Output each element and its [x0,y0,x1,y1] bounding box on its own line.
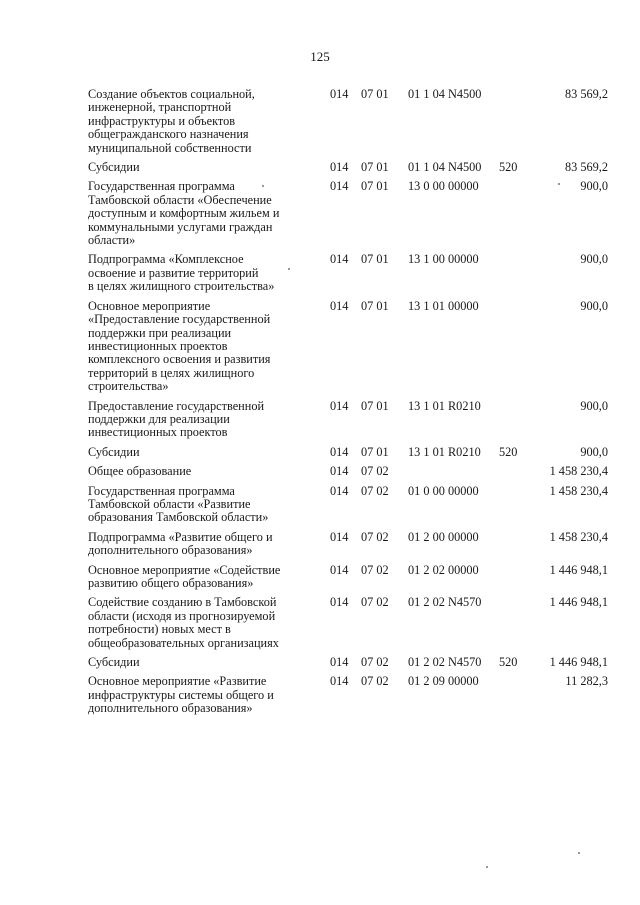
scan-speck [578,852,580,854]
table-row [88,446,608,459]
scan-speck [262,185,264,187]
row-ved: 014 [330,483,349,498]
row-amount: 1 446 948,1 [549,595,608,610]
row-csr: 13 0 00 00000 [408,179,479,194]
row-amount: 11 282,3 [565,674,608,689]
row-rz: 07 01 [361,398,389,413]
table-row [88,400,608,440]
row-ved: 014 [330,595,349,610]
row-amount: 1 458 230,4 [549,529,608,544]
table-row [88,596,608,650]
row-amount: 1 458 230,4 [549,483,608,498]
table-row [88,564,608,591]
row-amount: 900,0 [580,444,608,459]
row-csr: 01 2 02 00000 [408,562,479,577]
row-vr: 520 [499,444,518,459]
row-name: Основное мероприятие «Содействие развитию общего образования» [88,562,281,590]
row-rz: 07 02 [361,562,389,577]
row-name: Подпрограмма «Комплексное освоение и развитие территорий в целях жилищного строительства» [88,252,275,294]
row-csr: 01 0 00 00000 [408,483,479,498]
row-csr: 01 1 04 N4500 [408,87,482,101]
row-name: Субсидии [88,655,140,670]
table-row [88,656,608,669]
row-amount: 900,0 [580,398,608,413]
row-rz: 07 02 [361,529,389,544]
row-amount: 83 569,2 [564,87,608,101]
row-amount: 83 569,2 [564,160,608,175]
row-name: Создание объектов социальной, инженерной, транспортной инфраструктуры и объектов общегражданского назначения муниципальной собственности [88,87,255,155]
row-ved: 014 [330,160,349,175]
row-amount: 900,0 [580,252,608,267]
row-csr: 13 1 01 R0210 [408,398,481,413]
row-name: Государственная программа Тамбовской области «Обеспечение доступным и комфортным жильем и коммунальными услугами граждан области» [88,179,280,248]
row-rz: 07 02 [361,483,389,498]
row-name: Основное мероприятие «Предоставление государственной поддержки при реализации инвестиционных проектов комплексного освоения и развития территорий в целях жилищного строительства» [88,298,271,394]
row-ved: 014 [330,444,349,459]
row-amount: 1 446 948,1 [549,562,608,577]
table-row [88,88,608,155]
row-csr: 13 1 01 R0210 [408,444,481,459]
scan-speck [558,183,560,185]
row-rz: 07 02 [361,674,389,689]
row-name: Предоставление государственной поддержки для реализации инвестиционных проектов [88,398,265,440]
row-amount: 1 446 948,1 [549,655,608,670]
scan-speck [288,268,290,270]
row-rz: 07 01 [361,444,389,459]
row-ved: 014 [330,398,349,413]
table-row [88,300,608,394]
row-name: Государственная программа Тамбовской области «Развитие образования Тамбовской области» [88,483,269,525]
table-row [88,465,608,478]
row-ved: 014 [330,298,349,313]
page-number: 125 [310,49,330,64]
row-ved: 014 [330,655,349,670]
table-row [88,531,608,558]
row-rz: 07 01 [361,160,389,175]
row-name: Общее образование [88,464,192,479]
budget-table [88,88,608,722]
row-name: Основное мероприятие «Развитие инфраструктуры системы общего и дополнительного образования» [88,674,274,716]
row-vr: 520 [499,655,518,670]
row-csr: 01 2 02 N4570 [408,655,482,670]
row-name: Содействие созданию в Тамбовской области (исходя из прогнозируемой потребности) новых мест в общеобразовательных организациях [88,595,279,650]
row-rz: 07 02 [361,655,389,670]
row-ved: 014 [330,674,349,689]
table-row [88,161,608,174]
row-ved: 014 [330,252,349,267]
row-ved: 014 [330,529,349,544]
row-ved: 014 [330,562,349,577]
row-rz: 07 01 [361,179,389,194]
row-rz: 07 01 [361,252,389,267]
row-ved: 014 [330,464,349,479]
row-name: Субсидии [88,444,140,459]
row-rz: 07 01 [361,298,389,313]
row-rz: 07 02 [361,464,389,479]
row-csr: 01 2 09 00000 [408,674,479,689]
scan-speck [486,866,488,868]
table-row [88,253,608,293]
row-csr: 01 2 02 N4570 [408,595,482,610]
row-amount: 900,0 [580,298,608,313]
table-row [88,675,608,715]
row-name: Субсидии [88,160,140,175]
row-csr: 01 1 04 N4500 [408,160,482,175]
row-csr: 13 1 00 00000 [408,252,479,267]
row-name: Подпрограмма «Развитие общего и дополнительного образования» [88,529,273,558]
row-rz: 07 01 [361,87,389,101]
row-rz: 07 02 [361,595,389,610]
row-amount: 1 458 230,4 [549,464,608,479]
row-amount: 900,0 [580,179,608,194]
row-ved: 014 [330,179,349,194]
table-row [88,485,608,525]
row-csr: 13 1 01 00000 [408,298,479,313]
table-row [88,180,608,247]
row-vr: 520 [499,160,518,175]
row-csr: 01 2 00 00000 [408,529,479,544]
row-ved: 014 [330,87,349,101]
